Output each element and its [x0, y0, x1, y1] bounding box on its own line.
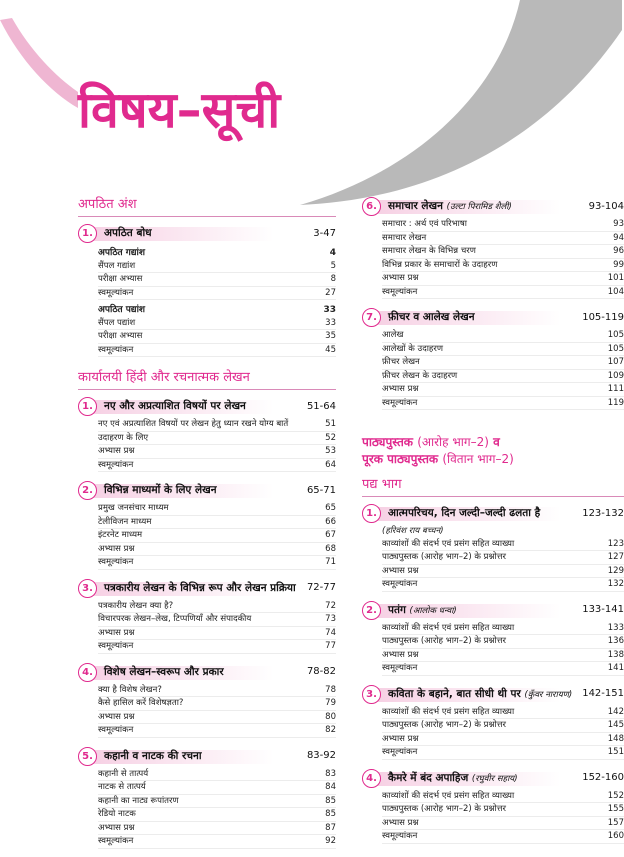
chapter-item-label: रेडियो नाटक — [98, 809, 136, 819]
chapter-item-label: फ़ीचर लेखन — [382, 357, 420, 367]
chapter-item[interactable] — [382, 259, 624, 273]
chapter-number-badge: 2. — [362, 601, 381, 620]
chapter-title — [362, 687, 582, 701]
chapter-item-label: अभ्यास प्रश्न — [382, 384, 419, 394]
chapter-item[interactable] — [98, 768, 336, 782]
chapter-item-page: 8 — [330, 274, 336, 284]
chapter-item-page: 136 — [607, 636, 624, 646]
chapter-item-label: समाचार लेखन — [382, 232, 427, 243]
chapter-item-label: अभ्यास प्रश्न — [382, 733, 419, 744]
chapter[interactable] — [362, 307, 624, 410]
chapter-item[interactable] — [98, 287, 336, 301]
chapter-item[interactable] — [382, 803, 624, 817]
chapter-item-page: 51 — [325, 419, 336, 429]
chapter-item-label: अभ्यास प्रश्न — [382, 649, 419, 660]
chapter-number-badge: 5. — [78, 747, 97, 766]
chapter-item-label: विचारपरक लेखन–लेख, टिप्पणियाँ और संपादकीय — [98, 614, 252, 624]
chapter-item-page: 92 — [325, 836, 336, 846]
chapter-item-label: स्वमूल्यांकन — [98, 641, 134, 651]
chapter-item-page: 71 — [325, 557, 336, 567]
chapter-title — [78, 399, 307, 413]
chapter-author-note: (कुँवर नारायण) — [524, 689, 573, 700]
book-title-line1-end: व — [493, 435, 500, 449]
chapter-item-label: स्वमूल्यांकन — [382, 286, 418, 297]
chapter-item-label: आलेख — [382, 330, 404, 340]
chapter-item-page: 133 — [607, 622, 624, 633]
chapter-item[interactable] — [382, 578, 624, 592]
chapter-item[interactable] — [98, 330, 336, 344]
chapter-pages: 133-141 — [582, 604, 624, 615]
chapter-item-page: 78 — [325, 684, 336, 695]
pink-arc-shape — [0, 18, 78, 108]
chapter-item-page — [618, 525, 624, 538]
book-title-line2-sub: (वितान भाग–2) — [442, 452, 514, 466]
chapter-item-label: स्वमूल्यांकन — [98, 287, 134, 298]
chapter-title-text: नए और अप्रत्याशित विषयों पर लेखन — [104, 400, 246, 412]
chapter-title-text: विशेष लेखन–स्वरूप और प्रकार — [104, 665, 224, 678]
chapter-item-label: काव्यांशों की संदर्भ एवं प्रसंग सहित व्याख्या — [382, 622, 515, 633]
chapter-item-page: 127 — [607, 552, 624, 562]
chapter-item[interactable] — [98, 600, 336, 614]
chapter-item-label: स्वमूल्यांकन — [382, 397, 418, 408]
chapter-item-page: 138 — [607, 649, 624, 660]
chapter-item-label: काव्यांशों की संदर्भ एवं प्रसंग सहित व्याख्या — [382, 790, 515, 801]
chapter-number-badge: 1. — [362, 504, 381, 523]
chapter-pages: 152-160 — [582, 772, 624, 783]
chapter-list — [362, 196, 624, 410]
chapter-list — [78, 396, 336, 849]
chapter-item[interactable] — [98, 781, 336, 795]
chapter-number-badge: 3. — [78, 579, 97, 598]
chapter-title-text: कैमरे में बंद अपाहिज — [388, 771, 469, 784]
chapter-item[interactable] — [382, 525, 624, 538]
chapter-item-label: स्वमूल्यांकन — [382, 663, 418, 673]
chapter-item-label: सैंपल गद्यांश — [98, 260, 136, 271]
chapter-items — [362, 706, 624, 760]
chapter-item[interactable] — [98, 459, 336, 473]
chapter-title-text: कविता के बहाने, बात सीधी थी पर — [388, 687, 521, 700]
chapter-item-page: 5 — [330, 260, 336, 271]
chapter[interactable] — [78, 396, 336, 472]
chapter-title — [362, 310, 582, 324]
chapter-item[interactable] — [98, 684, 336, 698]
chapter-item[interactable] — [98, 613, 336, 627]
chapter-item-page: 119 — [607, 397, 624, 408]
chapter-item-page: 82 — [325, 725, 336, 735]
chapter-title — [78, 483, 307, 497]
chapter-item-page: 52 — [325, 432, 336, 443]
chapter-item-page: 66 — [325, 516, 336, 527]
chapter-title-text: आत्मपरिचय, दिन जल्दी–जल्दी ढलता है — [388, 507, 541, 519]
chapter-item-label: काव्यांशों की संदर्भ एवं प्रसंग सहित व्याख्या — [382, 706, 515, 717]
gray-arc-shape — [300, 0, 622, 205]
section-title: पद्य भाग — [362, 476, 624, 497]
chapter-pages: 105-119 — [582, 311, 624, 323]
chapter-item-label: उदाहरण के लिए — [98, 432, 149, 443]
chapter-item-page: 129 — [607, 565, 624, 576]
chapter-item-page: 65 — [325, 503, 336, 513]
chapter-item-label: पाठ्यपुस्तक (आरोह भाग–2) के प्रश्नोत्तर — [382, 636, 506, 646]
chapter-pages: 51-64 — [306, 400, 336, 412]
chapter-header — [362, 196, 624, 216]
chapter-item[interactable] — [382, 565, 624, 579]
chapter-header — [78, 746, 336, 766]
chapter-item-label: पाठ्यपुस्तक (आरोह भाग–2) के प्रश्नोत्तर — [382, 720, 506, 730]
chapter-item[interactable] — [382, 383, 624, 397]
chapter-item-page: 148 — [607, 733, 624, 744]
chapter-items — [362, 622, 624, 676]
chapter-header — [78, 480, 336, 500]
chapter-item-page: 87 — [325, 822, 336, 833]
chapter-item-label: स्वमूल्यांकन — [382, 831, 418, 841]
chapter-item[interactable] — [98, 835, 336, 849]
chapter-header — [362, 307, 624, 327]
chapter-title — [362, 506, 582, 520]
chapter-item-label: आलेखों के उदाहरण — [382, 343, 444, 354]
chapter-item[interactable] — [382, 397, 624, 411]
chapter-item[interactable] — [382, 272, 624, 286]
chapter-item-label: अभ्यास प्रश्न — [382, 565, 419, 576]
chapter-item-page: 151 — [607, 747, 624, 757]
page-title: विषय–सूची — [78, 81, 281, 139]
chapter-item[interactable] — [382, 218, 624, 232]
chapter-item-label: अभ्यास प्रश्न — [98, 627, 135, 638]
chapter-item[interactable] — [382, 719, 624, 733]
left-column — [78, 196, 336, 857]
chapter-header — [362, 684, 624, 704]
chapter-item-page: 111 — [607, 384, 624, 394]
chapter-title — [362, 603, 582, 617]
chapter-pages: 72-77 — [306, 582, 336, 593]
chapter-title — [78, 665, 307, 679]
chapter-item-page: 101 — [607, 273, 624, 283]
chapter-title: अपठित बोध — [104, 227, 152, 239]
chapter-item[interactable] — [382, 746, 624, 760]
chapter-item-page: 84 — [325, 782, 336, 792]
chapter-item-page: 83 — [325, 768, 336, 779]
chapter-pages: 78-82 — [306, 666, 336, 677]
chapter-number-badge: 1. — [78, 397, 97, 416]
chapter-pages: 142-151 — [582, 688, 624, 699]
chapter-item-page: 94 — [613, 232, 624, 243]
chapter[interactable] — [78, 662, 336, 738]
chapter-header — [362, 600, 624, 620]
chapter-header — [78, 396, 336, 416]
chapter-item-label: परीक्षा अभ्यास — [98, 274, 143, 284]
chapter-item[interactable] — [382, 286, 624, 300]
section-office-hindi — [78, 369, 336, 849]
chapter-pages: 65-71 — [306, 484, 336, 496]
chapter-item-label: अभ्यास प्रश्न — [98, 543, 135, 554]
chapter-item-page: 53 — [325, 446, 336, 456]
chapter[interactable] — [362, 684, 624, 760]
chapter-item[interactable] — [98, 273, 336, 287]
chapter-item-page: 157 — [607, 817, 624, 828]
chapter-pages: 83-92 — [306, 750, 336, 761]
chapter-pages: 123-132 — [582, 507, 624, 519]
chapter-item-label: क्या है विशेष लेखन? — [98, 684, 162, 695]
book-title-line1: पाठ्यपुस्तक — [362, 435, 414, 449]
chapter-item-page: 107 — [607, 357, 624, 367]
chapter-number-badge: 7. — [362, 308, 381, 327]
chapter-item-page: 104 — [607, 286, 624, 297]
chapter[interactable] — [362, 600, 624, 676]
chapter-item-label: विभिन्न प्रकार के समाचारों के उदाहरण — [382, 259, 498, 270]
chapter-item-page: 77 — [325, 641, 336, 651]
chapter-item[interactable] — [382, 790, 624, 804]
chapter-item[interactable] — [98, 808, 336, 822]
chapter-title-text: पत्रकारीय लेखन के विभिन्न रूप और लेखन प्रक्रिया — [104, 581, 296, 594]
chapter-item[interactable] — [382, 733, 624, 747]
chapter-header — [362, 503, 624, 523]
chapter-item-page: 67 — [325, 530, 336, 540]
chapter-item-label: स्वमूल्यांकन — [98, 836, 134, 846]
chapter-item-label: (हरिवंश राय बच्चन) — [382, 526, 444, 536]
chapter-item[interactable] — [98, 556, 336, 570]
chapter-item[interactable] — [382, 649, 624, 663]
chapter-item-label: परीक्षा अभ्यास — [98, 331, 143, 341]
chapter-title-text: पतंग — [388, 603, 406, 616]
chapter-item-page: 33 — [323, 305, 336, 315]
chapter-item[interactable] — [98, 317, 336, 331]
chapter[interactable] — [362, 768, 624, 844]
chapter-items — [362, 525, 624, 592]
chapter-item-page: 85 — [325, 809, 336, 819]
chapter-item-page: 155 — [607, 804, 624, 814]
chapter-item-page: 132 — [607, 579, 624, 589]
chapter-item-page: 85 — [325, 795, 336, 806]
section-title: कार्यालयी हिंदी और रचनात्मक लेखन — [78, 369, 336, 390]
chapter-item-page: 123 — [607, 538, 624, 549]
chapter-number-badge: 3. — [362, 685, 381, 704]
chapter-item-label: प्रमुख जनसंचार माध्यम — [98, 503, 169, 513]
chapter-item-label: टेलीविजन माध्यम — [98, 516, 152, 527]
chapter-items — [78, 600, 336, 654]
chapter-item-label: स्वमूल्यांकन — [98, 344, 134, 355]
chapter-header — [78, 662, 336, 682]
chapter-item[interactable] — [98, 529, 336, 543]
chapter-item-label: कहानी का नाट्य रूपांतरण — [98, 795, 179, 806]
chapter-item[interactable] — [382, 635, 624, 649]
chapter-item-page: 142 — [607, 706, 624, 717]
chapter-item-label: स्वमूल्यांकन — [382, 747, 418, 757]
chapter-item-label: काव्यांशों की संदर्भ एवं प्रसंग सहित व्याख्या — [382, 538, 515, 549]
chapter-item-label: कहानी से तात्पर्य — [98, 768, 149, 779]
chapter-title-text: फ़ीचर व आलेख लेखन — [388, 311, 475, 323]
chapter-item[interactable] — [382, 622, 624, 636]
chapter-item[interactable] — [382, 343, 624, 357]
chapter-item-page: 80 — [325, 711, 336, 722]
chapter-items — [78, 502, 336, 570]
chapter-item[interactable] — [98, 304, 336, 317]
chapter-item-label: नए एवं अप्रत्याशित विषयों पर लेखन हेतु ध्यान रखने योग्य बातें — [98, 419, 289, 429]
chapter-item-label: सैंपल पद्यांश — [98, 317, 136, 328]
chapter-item[interactable] — [382, 551, 624, 565]
chapter-item[interactable] — [382, 706, 624, 720]
chapter-item[interactable] — [98, 502, 336, 516]
chapter-item-label: स्वमूल्यांकन — [382, 579, 418, 589]
chapter[interactable] — [78, 746, 336, 849]
chapter-item[interactable] — [98, 711, 336, 725]
chapter-item-page: 4 — [329, 248, 336, 258]
chapter[interactable] — [78, 223, 336, 357]
chapter-number-badge: 4. — [78, 663, 97, 682]
chapter-item-page: 105 — [607, 343, 624, 354]
chapter-item[interactable] — [98, 822, 336, 836]
chapter-item-page: 152 — [607, 790, 624, 801]
chapter-item[interactable] — [382, 538, 624, 552]
chapter-item-label: फ़ीचर लेखन के उदाहरण — [382, 370, 458, 381]
chapter-item-label: अभ्यास प्रश्न — [98, 711, 135, 722]
chapter-item[interactable] — [382, 662, 624, 676]
chapter-item-label: अभ्यास प्रश्न — [98, 822, 135, 833]
chapter-items — [362, 790, 624, 844]
chapter-item[interactable] — [382, 356, 624, 370]
chapter-header — [362, 768, 624, 788]
chapter-items — [362, 218, 624, 299]
chapter-items — [362, 329, 624, 410]
chapter-author-note: (रघुवीर सहाय) — [471, 773, 518, 784]
chapter-item-page: 35 — [325, 331, 336, 341]
chapter-title-text: समाचार लेखन — [388, 200, 443, 212]
chapter-item-page: 45 — [325, 344, 336, 355]
chapter-item-label: इंटरनेट माध्यम — [98, 530, 143, 540]
chapter-item[interactable] — [98, 697, 336, 711]
chapter-item-label: अपठित पद्यांश — [98, 305, 146, 315]
chapter-item[interactable] — [382, 830, 624, 844]
chapter-item[interactable] — [98, 445, 336, 459]
chapter-item[interactable] — [382, 232, 624, 246]
chapter-item[interactable] — [98, 260, 336, 274]
chapter-items — [78, 247, 336, 357]
chapter-item[interactable] — [98, 432, 336, 446]
chapter-item-label: स्वमूल्यांकन — [98, 725, 134, 735]
chapter-item-label: समाचार लेखन के विभिन्न चरण — [382, 246, 476, 256]
chapter-item-page: 93 — [613, 219, 624, 229]
section-title: अपठित अंश — [78, 196, 336, 217]
chapter[interactable] — [78, 578, 336, 654]
chapter-title — [362, 771, 582, 785]
chapter-item-label: समाचार : अर्थ एवं परिभाषा — [382, 219, 467, 229]
chapter-item-label: अभ्यास प्रश्न — [382, 817, 419, 828]
chapter-header — [78, 578, 336, 598]
chapter-number-badge: 6. — [362, 197, 381, 216]
chapter-item-page: 99 — [613, 259, 624, 270]
chapter-item[interactable] — [98, 247, 336, 260]
chapter-item[interactable] — [98, 640, 336, 654]
book-title — [362, 434, 624, 468]
chapter-list — [362, 503, 624, 844]
book-title-line1-sub: (आरोह भाग–2) — [417, 435, 489, 449]
chapter-item-page: 73 — [325, 614, 336, 624]
chapter-title — [78, 749, 307, 763]
chapter-item-page: 141 — [607, 663, 624, 673]
chapter-title — [362, 199, 589, 213]
chapter-number-badge: 4. — [362, 769, 381, 788]
chapter-item-page: 109 — [607, 370, 624, 381]
chapter-item[interactable] — [382, 370, 624, 384]
chapter-item-page: 64 — [325, 459, 336, 470]
chapter-item[interactable] — [98, 344, 336, 358]
chapter-title-text: कहानी व नाटक की रचना — [104, 749, 202, 762]
chapter-item-page: 33 — [325, 317, 336, 328]
chapter-item-page: 27 — [325, 287, 336, 298]
section-unseen — [78, 196, 336, 357]
chapter-header — [78, 223, 336, 243]
right-column — [362, 196, 624, 852]
chapter-item-page: 145 — [607, 720, 624, 730]
chapter-item[interactable] — [98, 795, 336, 809]
chapter-item-page: 68 — [325, 543, 336, 554]
chapter-item-page: 105 — [607, 330, 624, 340]
chapter-item-label: पाठ्यपुस्तक (आरोह भाग–2) के प्रश्नोत्तर — [382, 552, 506, 562]
chapter-item-label: अभ्यास प्रश्न — [98, 446, 135, 456]
chapter[interactable] — [362, 196, 624, 299]
chapter-author-note: (उल्टा पिरामिड शैली) — [446, 202, 512, 212]
chapter-item-label: नाटक से तात्पर्य — [98, 782, 146, 792]
chapter-item-label: पत्रकारीय लेखन क्या है? — [98, 600, 174, 611]
chapter-item[interactable] — [382, 245, 624, 259]
chapter-item-page: 74 — [325, 627, 336, 638]
chapter-item-page: 72 — [325, 600, 336, 611]
chapter-item[interactable] — [98, 516, 336, 530]
chapter-items — [78, 418, 336, 472]
chapter-items — [78, 768, 336, 849]
chapter-title — [78, 581, 307, 595]
chapter-title-text: विभिन्न माध्यमों के लिए लेखन — [104, 484, 217, 496]
chapter-item[interactable] — [98, 627, 336, 641]
chapter-item[interactable] — [98, 724, 336, 738]
chapter-author-note: (आलोक धन्वा) — [409, 605, 457, 616]
chapter-item-label: स्वमूल्यांकन — [98, 459, 134, 470]
chapter-item-page: 160 — [607, 831, 624, 841]
chapter-items — [78, 684, 336, 738]
chapter-number-badge: 2. — [78, 481, 97, 500]
chapter-item-label: अपठित गद्यांश — [98, 248, 145, 258]
chapter-item-label: अभ्यास प्रश्न — [382, 273, 419, 283]
chapter[interactable] — [362, 503, 624, 592]
chapter-pages: 3-47 — [313, 227, 336, 239]
chapter-item-page: 96 — [613, 246, 624, 256]
book-title-line2: पूरक पाठ्यपुस्तक — [362, 452, 439, 466]
chapter-number-badge: 1. — [78, 224, 97, 243]
chapter[interactable] — [78, 480, 336, 570]
chapter-item[interactable] — [98, 543, 336, 557]
chapter-item[interactable] — [382, 817, 624, 831]
chapter-item-page: 79 — [325, 698, 336, 708]
chapter-item[interactable] — [382, 329, 624, 343]
chapter-item[interactable] — [98, 418, 336, 432]
chapter-item-label: स्वमूल्यांकन — [98, 557, 134, 567]
chapter-item-label: कैसे हासिल करें विशेषज्ञता? — [98, 698, 184, 708]
chapter-pages: 93-104 — [588, 200, 624, 212]
chapter-item-label: पाठ्यपुस्तक (आरोह भाग–2) के प्रश्नोत्तर — [382, 804, 506, 814]
